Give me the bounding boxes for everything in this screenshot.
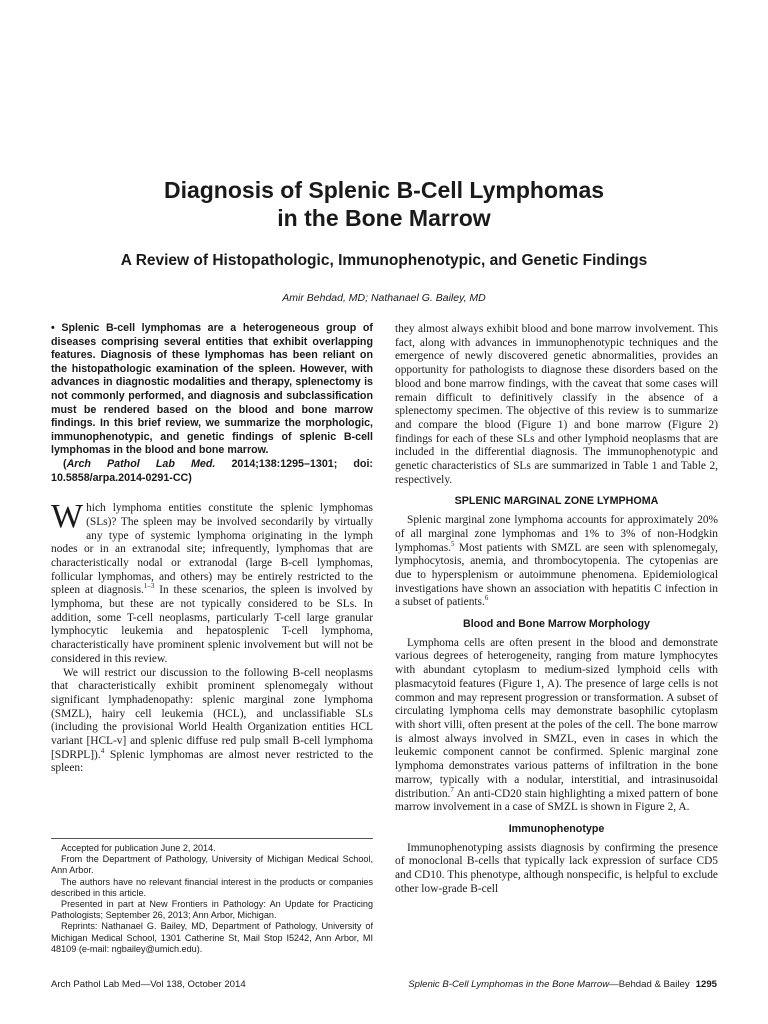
ref-superscript: 7 — [450, 785, 454, 794]
ref-superscript: 1–3 — [143, 582, 155, 591]
running-title: Splenic B-Cell Lymphomas in the Bone Marrow — [408, 979, 610, 990]
footnotes — [51, 838, 373, 955]
title-line-1: Diagnosis of Splenic B-Cell Lymphomas — [163, 177, 605, 203]
footnote: Reprints: Nathanael G. Bailey, MD, Department of Pathology, University of Michigan Medical School, 1301 Catherine St, Mail Stop I5242, Ann Arbor, MI 48109 (e-mail: ngbailey@umich.edu). — [51, 921, 373, 954]
ref-superscript: 4 — [100, 746, 105, 755]
drop-cap: W — [51, 498, 84, 536]
right-paragraph-1: they almost always exhibit blood and bone marrow involvement. This fact, along with advances in immunophenotypic techniques and the emergence of newly discovered genetic abnormalities, provides an opportunity for pathologists to diagnose these disorders based on the blood and bone marrow findings, with the caveat that some cases will remain difficult to definitively classify in the absence of a splenectomy specimen. The objective of this review is to summarize and compare the blood (Figure 1) and bone marrow (Figure 2) findings for each of these SLs and other lymphoid neoplasms that are included in the differential diagnosis. The immunophenotypic and genetic characteristics of SLs are summarized in Table 1 and Table 2, respectively. — [395, 323, 718, 486]
article-title — [60, 176, 708, 232]
title-line-2: in the Bone Marrow — [277, 205, 491, 231]
ref-superscript: 6 — [484, 594, 489, 603]
left-column — [51, 322, 373, 776]
smzl-paragraph — [395, 514, 718, 610]
footnote: From the Department of Pathology, University of Michigan Medical School, Ann Arbor. — [51, 854, 373, 876]
section-heading-smzl: SPLENIC MARGINAL ZONE LYMPHOMA — [454, 495, 659, 508]
footnote: Accepted for publication June 2, 2014. — [61, 843, 216, 853]
immunophenotype-paragraph: Immunophenotyping assists diagnosis by confirming the presence of monoclonal B-cells that typically lack expression of surface CD5 and CD10. This phenotype, although nonspecific, is helpful to exclude other low-grade B-cell — [395, 841, 718, 895]
footnote: Presented in part at New Frontiers in Pathology: An Update for Practicing Pathologists; September 26, 2013; Ann Arbor, Michigan. — [51, 899, 373, 921]
footer-journal-info: Arch Pathol Lab Med—Vol 138, October 2014 — [51, 979, 246, 990]
running-authors: —Behdad & Bailey — [609, 979, 690, 990]
abstract-text: • Splenic B-cell lymphomas are a heterogeneous group of diseases comprising several entities that exhibit overlapping features. Diagnosis of these lymphomas has been reliant on the histopathologic examination of the spleen. However, with advances in diagnostic modalities and therapy, splenectomy is not commonly performed, and diagnosis and subclassification must be rendered based on the blood and bone marrow findings. In this brief review, we summarize the morphologic, immunophenotypic, and genetic findings of splenic B-cell lymphomas in the blood and bone marrow. — [51, 322, 373, 457]
footnote: The authors have no relevant financial interest in the products or companies described in this article. — [51, 876, 373, 898]
intro-p1-text-a: hich lymphoma entities constitute the splenic lymphomas (SLs)? The spleen may be involved secondarily by virtually any type of systemic lymphoma originating in the lymph nodes or in an extranodal site; infrequently, lymphomas that are characteristically nodal or extranodal (large B-cell lymphomas, follicular lymphomas, and others) may be entirely restricted to the spleen at diagnosis. — [51, 502, 373, 597]
ref-superscript: 5 — [451, 539, 455, 548]
citation-journal: Arch Pathol Lab Med. — [66, 457, 216, 470]
right-column — [395, 323, 718, 896]
intro-paragraph-1 — [51, 498, 373, 666]
intro-paragraph-2 — [51, 667, 373, 777]
smzl-text-a: Splenic marginal zone lymphoma accounts for approximately 20% of all marginal zone lymphomas and 1% to 3% of non-Hodgkin lymphomas. — [395, 514, 718, 554]
article-authors: Amir Behdad, MD; Nathanael G. Bailey, MD — [282, 292, 486, 304]
page-number: 1295 — [695, 979, 717, 990]
footer-running-title — [408, 979, 717, 990]
blood-paragraph — [395, 637, 718, 815]
abstract — [51, 322, 373, 485]
intro-p1-text-b: In these scenarios, the spleen is involved by lymphoma, but these are not typically considered to be SLs. In addition, some T-cell neoplasms, particularly T-cell large granular lymphocytic leukemia and hepatosplenic T-cell lymphoma, characteristically have prominent splenic involvement but will not be considered in this review. — [51, 584, 373, 665]
citation-details: 2014;138:1295–1301; doi: 10.5858/arpa.2014-0291-CC) — [51, 457, 373, 484]
citation-open: ( — [63, 457, 67, 470]
article-subtitle: A Review of Histopathologic, Immunophenotypic, and Genetic Findings — [120, 252, 648, 269]
intro-p2-text-b: Splenic lymphomas are almost never restricted to the spleen: — [51, 748, 373, 775]
smzl-text-b: Most patients with SMZL are seen with splenomegaly, lymphocytosis, anemia, and thrombocytopenia. The cytopenias are due to hypersplenism or autoimmune phenomena. Epidemiological investigations have shown an association with hepatitis C infection in a subset of patients. — [395, 541, 718, 609]
abstract-citation — [51, 458, 373, 485]
subsection-heading-immunophenotype: Immunophenotype — [508, 822, 605, 835]
blood-text-a: Lymphoma cells are often present in the blood and demonstrate various degrees of heterogeneity, ranging from mature lymphocytes with abundant cytoplasm to medium-sized lymphoid cells with plasmacytoid features (Figure 1, A). The presence of large cells is not common and may represent progression or transformation. A subset of circulating lymphoma cells may demonstrate basophilic cytoplasm with short villi, often present at the poles of the cell. The bone marrow is almost always involved in SMZL, even in cases in which the leukemic component cannot be confirmed. Splenic marginal zone lymphoma demonstrates various patterns of infiltration in the bone marrow, typically with a nodular, interstitial, and intrasinusoidal distribution. — [395, 636, 718, 800]
intro-p2-text-a: We will restrict our discussion to the following B-cell neoplasms that characteristically exhibit prominent splenomegaly without significant lymphadenopathy: splenic marginal zone lymphoma (SMZL), hairy cell leukemia (HCL), and unclassifiable SLs (including the provisional World Health Organization entities HCL variant [HCL-v] and splenic diffuse red pulp small B-cell lymphoma [SDRPL]). — [51, 666, 373, 761]
subsection-heading-blood: Blood and Bone Marrow Morphology — [462, 618, 651, 631]
blood-text-b: An anti-CD20 stain highlighting a mixed pattern of bone marrow involvement in a case of SMZL is shown in Figure 2, A. — [395, 787, 718, 814]
